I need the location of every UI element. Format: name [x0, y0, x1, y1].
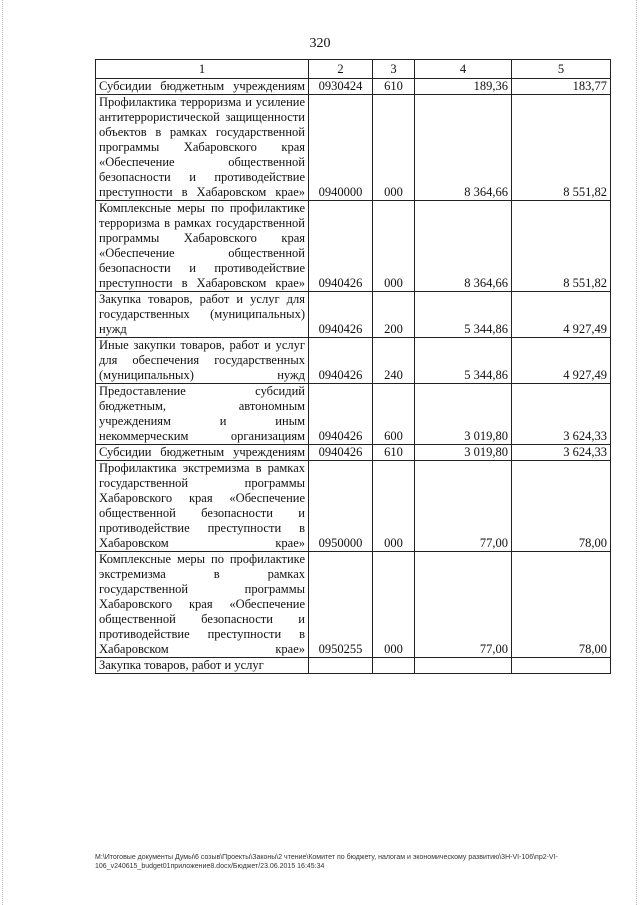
table-row [96, 201, 611, 292]
row-value-2: 8 551,82 [512, 201, 611, 292]
header-col-3: 3 [373, 60, 415, 79]
row-code: 0940426 [309, 292, 373, 338]
row-name: Субсидии бюджетным учреждениям [96, 445, 309, 461]
row-code: 0940426 [309, 338, 373, 384]
row-name: Предоставление субсидий бюджетным, автономным учреждениям и иным некоммерческим организациям [96, 384, 309, 445]
table-row [96, 79, 611, 95]
row-type: 000 [373, 461, 415, 552]
page-number: 320 [309, 36, 331, 51]
row-type: 200 [373, 292, 415, 338]
header-col-5: 5 [512, 60, 611, 79]
file-path-footer: М:\Итоговые документы Думы\6 созыв\Проекты\Законы\2 чтение\Комитет по бюджету, налогам и экономическому развитию\3Н-VI-106\пр2-VI-106_v240615_budget01приложение8.docx/Бюджет/23.06.2015 16:45:34 [95, 854, 558, 870]
header-col-4: 4 [415, 60, 512, 79]
table-row [96, 95, 611, 201]
row-code: 0930424 [309, 79, 373, 95]
row-value-1: 5 344,86 [415, 292, 512, 338]
row-code [309, 658, 373, 674]
row-value-2: 3 624,33 [512, 384, 611, 445]
row-type: 000 [373, 95, 415, 201]
row-value-2: 78,00 [512, 461, 611, 552]
row-code: 0950000 [309, 461, 373, 552]
table-row [96, 658, 611, 674]
row-value-1: 8 364,66 [415, 95, 512, 201]
row-value-1: 77,00 [415, 552, 512, 658]
row-value-1 [415, 658, 512, 674]
row-value-2: 8 551,82 [512, 95, 611, 201]
row-code: 0940000 [309, 95, 373, 201]
row-code: 0940426 [309, 384, 373, 445]
budget-table [95, 59, 611, 674]
row-name: Иные закупки товаров, работ и услуг для обеспечения государственных (муниципальных) нужд [96, 338, 309, 384]
row-type: 240 [373, 338, 415, 384]
table-row [96, 384, 611, 445]
row-type: 000 [373, 201, 415, 292]
row-type: 600 [373, 384, 415, 445]
row-value-1: 77,00 [415, 461, 512, 552]
row-value-2: 4 927,49 [512, 338, 611, 384]
table-row [96, 445, 611, 461]
row-value-2: 4 927,49 [512, 292, 611, 338]
row-name: Профилактика экстремизма в рамках государственной программы Хабаровского края «Обеспечение общественной безопасности и противодействие преступности в Хабаровском крае» [96, 461, 309, 552]
row-type [373, 658, 415, 674]
table-row [96, 292, 611, 338]
row-name: Комплексные меры по профилактике терроризма в рамках государственной программы Хабаровского края «Обеспечение общественной безопасности и противодействие преступности в Хабаровском крае» [96, 201, 309, 292]
table-row [96, 338, 611, 384]
row-value-2: 78,00 [512, 552, 611, 658]
row-name: Субсидии бюджетным учреждениям [96, 79, 309, 95]
row-name: Комплексные меры по профилактике экстремизма в рамках государственной программы Хабаровского края «Обеспечение общественной безопасности и противодействие преступности в Хабаровском крае» [96, 552, 309, 658]
table-row [96, 552, 611, 658]
left-scan-margin [2, 0, 4, 905]
header-row [96, 60, 611, 79]
row-name: Профилактика терроризма и усиление антитеррористической защищенности объектов в рамках государственной программы Хабаровского края «Обеспечение общественной безопасности и противодействие преступности в Хабаровском крае» [96, 95, 309, 201]
row-name: Закупка товаров, работ и услуг [96, 658, 309, 674]
row-code: 0950255 [309, 552, 373, 658]
row-value-1: 3 019,80 [415, 445, 512, 461]
row-code: 0940426 [309, 201, 373, 292]
table-row [96, 461, 611, 552]
header-col-2: 2 [309, 60, 373, 79]
row-value-2: 3 624,33 [512, 445, 611, 461]
header-col-1: 1 [96, 60, 309, 79]
row-value-1: 189,36 [415, 79, 512, 95]
row-value-1: 5 344,86 [415, 338, 512, 384]
row-value-2 [512, 658, 611, 674]
row-name: Закупка товаров, работ и услуг для государственных (муниципальных) нужд [96, 292, 309, 338]
row-code: 0940426 [309, 445, 373, 461]
right-scan-margin [636, 0, 638, 905]
row-type: 610 [373, 445, 415, 461]
row-value-1: 3 019,80 [415, 384, 512, 445]
row-type: 610 [373, 79, 415, 95]
row-value-1: 8 364,66 [415, 201, 512, 292]
row-value-2: 183,77 [512, 79, 611, 95]
row-type: 000 [373, 552, 415, 658]
